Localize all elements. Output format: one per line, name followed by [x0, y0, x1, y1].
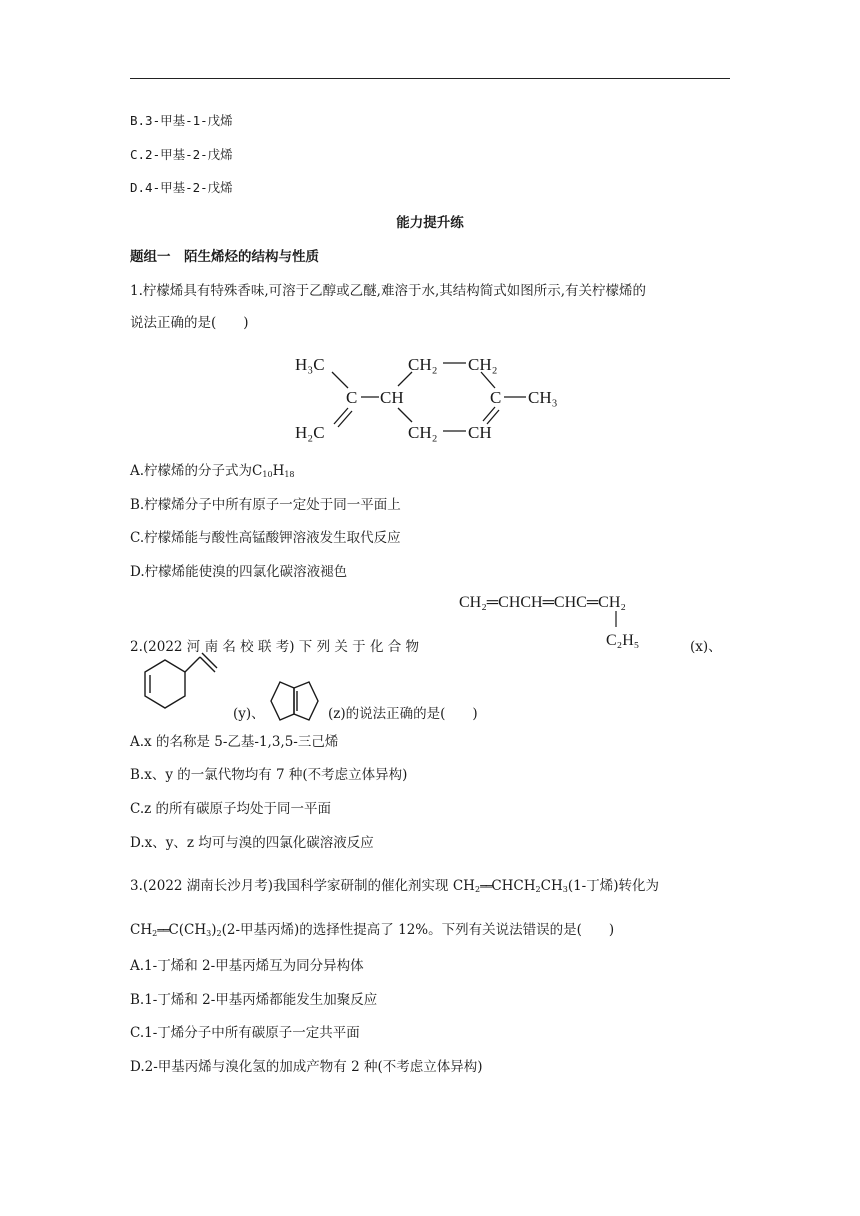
bond-h2c-c-b — [338, 411, 352, 427]
x-formula-main: CH₂═CHCH═CHC═CH₂ — [459, 594, 626, 611]
q3-option-a: A.1-丁烯和 2-甲基丙烯互为同分异构体 — [130, 958, 364, 974]
q1-option-d: D.柠檬烯能使溴的四氯化碳溶液褪色 — [130, 564, 348, 580]
q1-stem-line2: 说法正确的是( ) — [130, 315, 249, 331]
option-d: D.4-甲基-2-戊烯 — [130, 180, 233, 195]
bond-ch-ch2-top — [398, 372, 412, 386]
q2-option-a: A.x 的名称是 5-乙基-1,3,5-三己烯 — [130, 734, 339, 750]
q2-y-label: (y)、 — [233, 706, 265, 722]
label-c-left: C — [346, 388, 358, 407]
label-c-right: C — [490, 388, 502, 407]
label-h3c: H₃C — [295, 355, 325, 374]
q3-stem-line1: 3.(2022 湖南长沙月考)我国科学家研制的催化剂实现 $CH_2══CHCH_2CH_3(1-$丁烯)转化为 — [130, 878, 660, 894]
bond-h2c-c-a — [334, 408, 348, 424]
q2-x-label: (x)、 — [690, 639, 722, 655]
label-ch2-bot: CH₂ — [408, 423, 438, 442]
label-ch3-right: CH₃ — [528, 388, 558, 407]
q1-stem-line1: 1.柠檬烯具有特殊香味,可溶于乙醇或乙醚,难溶于水,其结构简式如图所示,有关柠檬烯的 — [130, 283, 647, 299]
group-title: 题组一 陌生烯烃的结构与性质 — [130, 249, 319, 265]
q3-option-d: D.2-甲基丙烯与溴化氢的加成产物有 2 种(不考虑立体异构) — [130, 1059, 483, 1075]
label-ch2-top-right: CH₂ — [468, 355, 498, 374]
label-h2c: H₂C — [295, 423, 325, 442]
q2-option-b: B.x、y 的一氯代物均有 7 种(不考虑立体异构) — [130, 767, 408, 783]
label-ch-mid: CH — [380, 388, 404, 407]
q1-option-c: C.柠檬烯能与酸性高锰酸钾溶液发生取代反应 — [130, 530, 401, 546]
bond-ch2-c-right — [481, 372, 495, 388]
option-c: C.2-甲基-2-戊烯 — [130, 147, 233, 162]
bond-ch-c-right-a — [483, 407, 495, 421]
x-formula-sub: C₂H₅ — [606, 632, 640, 649]
bond-h3c-c — [332, 372, 348, 388]
section-title: 能力提升练 — [396, 215, 464, 231]
q2-z-label: (z)的说法正确的是( ) — [328, 706, 478, 722]
q3-option-c: C.1-丁烯分子中所有碳原子一定共平面 — [130, 1025, 360, 1041]
label-ch-bot: CH — [468, 423, 492, 442]
q3-option-b: B.1-丁烯和 2-甲基丙烯都能发生加聚反应 — [130, 992, 378, 1008]
q3-stem-line2: $CH_2══C(CH_3)_2(2-$甲基丙烯)的选择性提高了 12%。下列有关说法错误的是( ) — [130, 922, 615, 938]
q2-option-d: D.x、y、z 均可与溴的四氯化碳溶液反应 — [130, 835, 374, 851]
q2-option-c: C.z 的所有碳原子均处于同一平面 — [130, 801, 332, 817]
compound-y-structure — [130, 620, 230, 720]
label-ch2-top-left: CH₂ — [408, 355, 438, 374]
q2-stem: 2.(2022 河 南 名 校 联 考) 下 列 关 于 化 合 物 — [130, 639, 420, 655]
compound-x-formula — [455, 588, 685, 650]
option-b: B.3-甲基-1-戊烯 — [130, 113, 233, 128]
bond-ch-c-right-b — [487, 410, 499, 424]
header-rule — [130, 78, 730, 79]
limonene-structure — [290, 348, 590, 448]
bond-ch-ch2-bot — [398, 408, 412, 422]
q1-option-b: B.柠檬烯分子中所有原子一定处于同一平面上 — [130, 497, 401, 513]
q1-option-a: A.柠檬烯的分子式为$C_{10}H_{18}$ — [130, 463, 295, 479]
